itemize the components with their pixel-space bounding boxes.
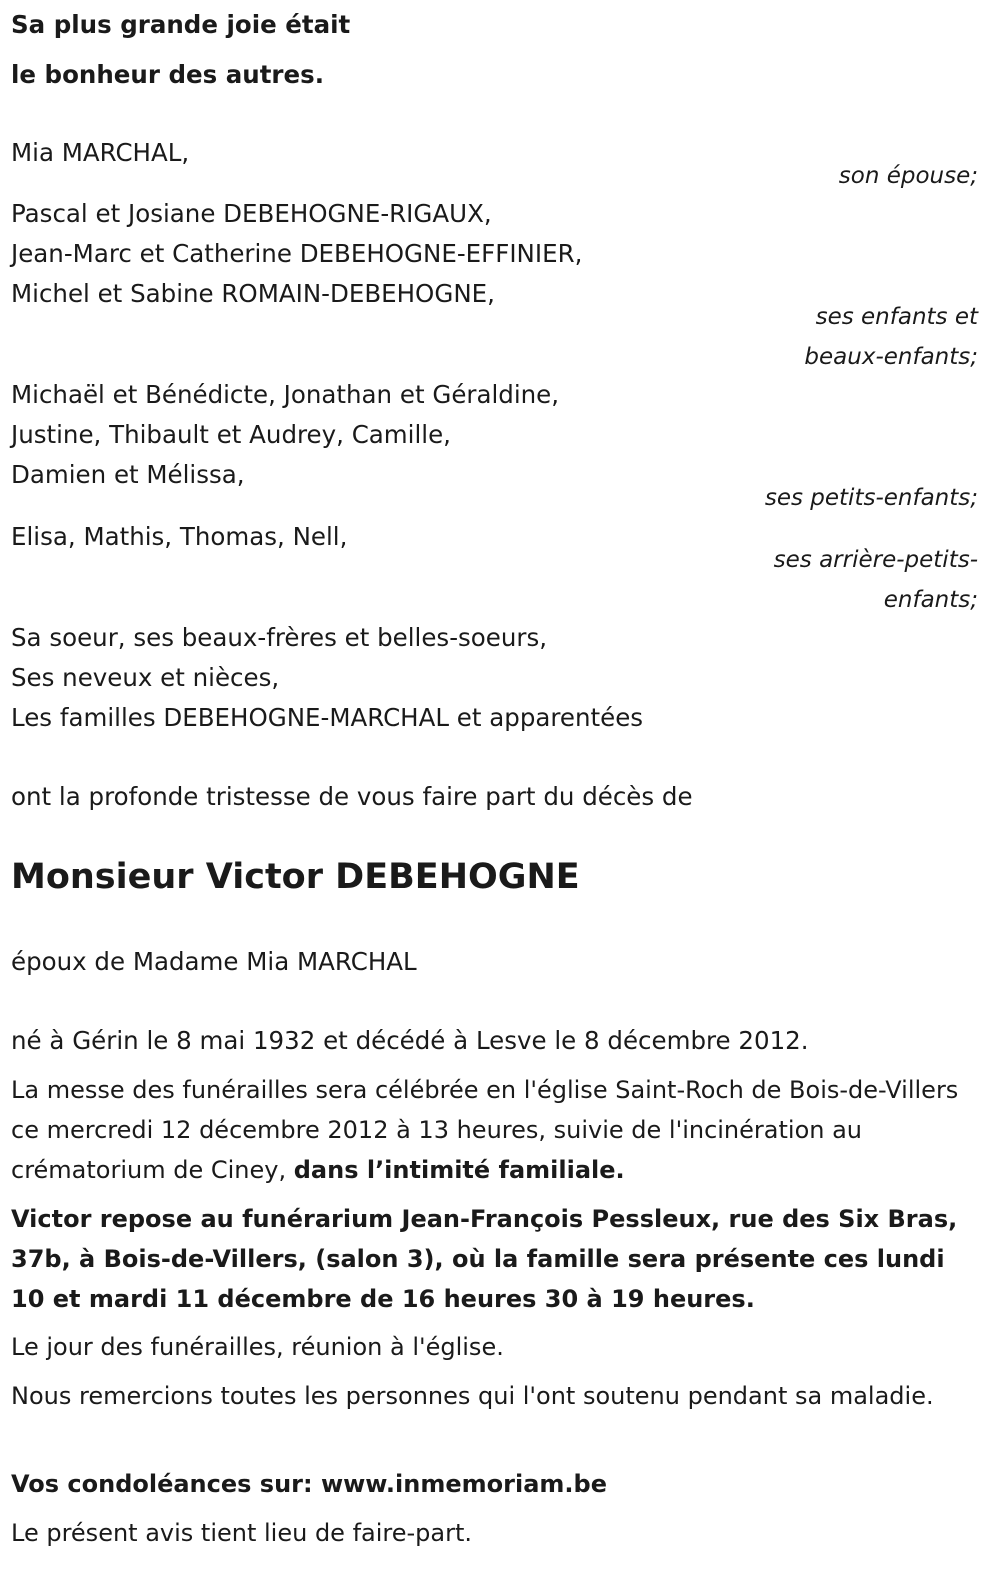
spouse-role: son épouse; bbox=[838, 163, 978, 189]
spouse-name: Mia MARCHAL, bbox=[11, 138, 190, 167]
thanks-paragraph: Nous remercions toutes les personnes qui l'ont soutenu pendant sa maladie. bbox=[11, 1382, 934, 1410]
grandchild-line: Damien et Mélissa, bbox=[11, 460, 245, 489]
announcement: ont la profonde tristesse de vous faire part du décès de bbox=[11, 782, 693, 811]
family-line: Les familles DEBEHOGNE-MARCHAL et apparentées bbox=[11, 703, 644, 732]
ceremony-bold: dans l’intimité familiale. bbox=[293, 1156, 625, 1184]
ceremony-paragraph bbox=[11, 1070, 976, 1190]
child-line: Jean-Marc et Catherine DEBEHOGNE-EFFINIER, bbox=[11, 239, 583, 268]
grandchildren-role: ses petits-enfants; bbox=[764, 485, 978, 511]
children-role-line-2: beaux-enfants; bbox=[804, 344, 978, 370]
spouse-line: époux de Madame Mia MARCHAL bbox=[11, 947, 417, 976]
birth-death: né à Gérin le 8 mai 1932 et décédé à Lesve le 8 décembre 2012. bbox=[11, 1026, 809, 1055]
grandchild-line: Justine, Thibault et Audrey, Camille, bbox=[11, 420, 451, 449]
notice: Le présent avis tient lieu de faire-part. bbox=[11, 1519, 473, 1547]
ceremony-text: La messe des funérailles sera célébrée en l'église Saint-Roch de Bois-de-Villers ce mercredi 12 décembre 2012 à 13 heures, suivie de l'incinération au crématorium de Ciney, bbox=[11, 1076, 959, 1184]
deceased-name: Monsieur Victor DEBEHOGNE bbox=[11, 857, 580, 897]
child-line: Pascal et Josiane DEBEHOGNE-RIGAUX, bbox=[11, 199, 492, 228]
great-grandchildren-role-line-2: enfants; bbox=[883, 587, 978, 613]
children-role-line-1: ses enfants et bbox=[815, 304, 978, 330]
family-line: Sa soeur, ses beaux-frères et belles-soeurs, bbox=[11, 623, 548, 652]
condolences-link: Vos condoléances sur: www.inmemoriam.be bbox=[11, 1470, 607, 1498]
visitation-paragraph: Victor repose au funérarium Jean-François Pessleux, rue des Six Bras, 37b, à Bois-de-Villers, (salon 3), où la famille sera présente ces lundi 10 et mardi 11 décembre de 16 heures 30 à 19 heures. bbox=[11, 1205, 958, 1313]
grandchild-line: Michaël et Bénédicte, Jonathan et Géraldine, bbox=[11, 380, 560, 409]
motto-line-2: le bonheur des autres. bbox=[11, 60, 325, 89]
great-grandchildren-role-line-1: ses arrière-petits- bbox=[773, 547, 978, 573]
child-line: Michel et Sabine ROMAIN-DEBEHOGNE, bbox=[11, 279, 495, 308]
motto-line-1: Sa plus grande joie était bbox=[11, 10, 351, 39]
meeting-note: Le jour des funérailles, réunion à l'église. bbox=[11, 1333, 504, 1361]
family-line: Ses neveux et nièces, bbox=[11, 663, 280, 692]
great-grandchild-line: Elisa, Mathis, Thomas, Nell, bbox=[11, 522, 348, 551]
